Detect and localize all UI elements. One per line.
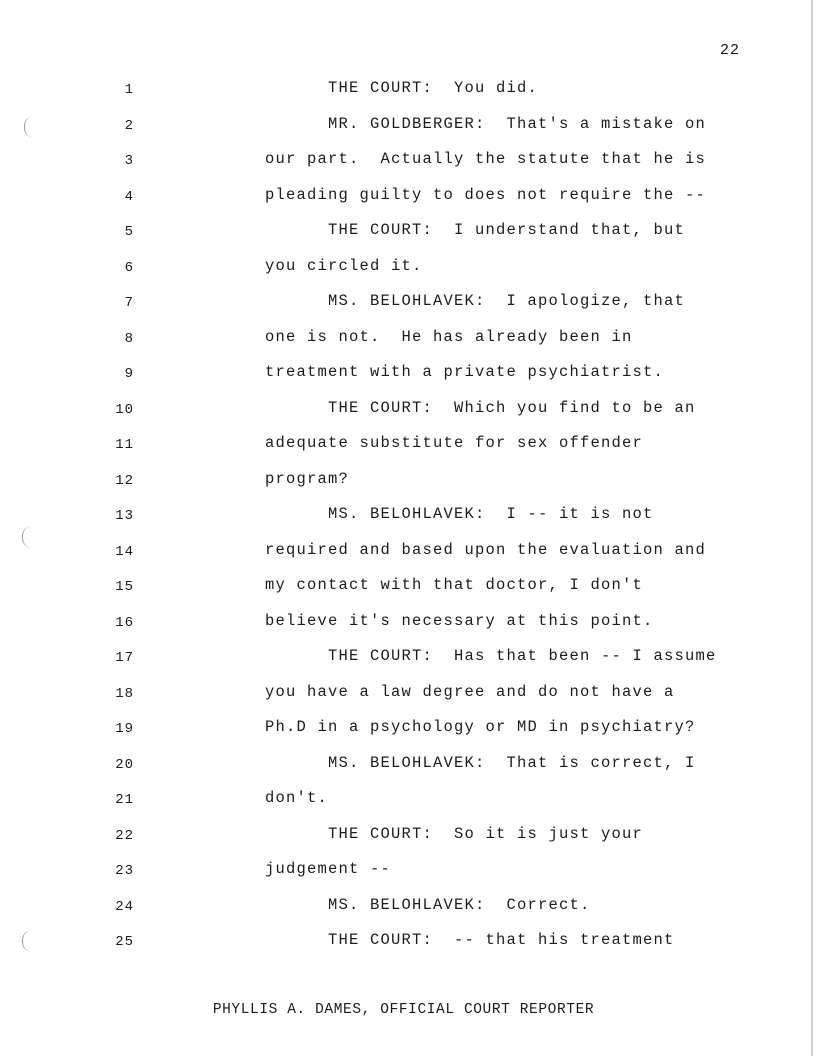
transcript-line (0, 399, 800, 421)
line-text: Ph.D in a psychology or MD in psychiatry? (265, 718, 696, 736)
transcript-line (0, 470, 800, 492)
transcript-line (0, 292, 800, 314)
line-text: MS. BELOHLAVEK: I -- it is not (328, 505, 654, 523)
line-text: THE COURT: Has that been -- I assume (328, 647, 717, 665)
transcript-line (0, 825, 800, 847)
line-number: 18 (115, 685, 134, 702)
line-number: 24 (115, 898, 134, 915)
transcript-line (0, 718, 800, 740)
line-number: 16 (115, 614, 134, 631)
transcript-line (0, 754, 800, 776)
line-text: MS. BELOHLAVEK: I apologize, that (328, 292, 686, 310)
line-text: treatment with a private psychiatrist. (265, 363, 665, 381)
page-edge (811, 0, 813, 1056)
transcript-line (0, 363, 800, 385)
transcript-line (0, 221, 800, 243)
transcript-line (0, 789, 800, 811)
transcript-line (0, 647, 800, 669)
line-number: 14 (115, 543, 134, 560)
line-number: 11 (115, 437, 134, 453)
line-text: you have a law degree and do not have a (265, 682, 675, 701)
line-text: THE COURT: So it is just your (328, 824, 644, 843)
court-reporter-footer: PHYLLIS A. DAMES, OFFICIAL COURT REPORTER (212, 1002, 595, 1018)
line-text: required and based upon the evaluation and (265, 540, 707, 559)
transcript-line (0, 931, 800, 953)
line-text: judgement -- (265, 860, 392, 878)
line-number: 6 (124, 259, 134, 276)
line-number: 8 (124, 330, 134, 347)
line-text: THE COURT: You did. (328, 79, 539, 97)
line-number: 23 (115, 863, 134, 879)
line-text: my contact with that doctor, I don't (265, 576, 644, 594)
page-number: 22 (719, 42, 740, 59)
transcript-line (0, 257, 800, 279)
line-text: THE COURT: Which you find to be an (328, 398, 696, 417)
transcript-line (0, 683, 800, 705)
line-text: pleading guilty to does not require the -- (265, 185, 707, 204)
line-number: 12 (115, 472, 134, 489)
line-text: MS. BELOHLAVEK: Correct. (328, 895, 591, 914)
transcript-line (0, 328, 800, 350)
transcript-line (0, 896, 800, 918)
line-number: 20 (115, 756, 134, 773)
line-number: 13 (115, 508, 134, 524)
line-text: you circled it. (265, 256, 423, 275)
line-text: THE COURT: I understand that, but (328, 221, 686, 239)
line-number: 9 (124, 366, 134, 382)
line-text: one is not. He has already been in (265, 327, 633, 346)
transcript-line (0, 150, 800, 172)
line-number: 17 (115, 650, 134, 666)
line-text: believe it's necessary at this point. (265, 611, 654, 630)
transcript-line (0, 541, 800, 563)
line-number: 25 (115, 934, 134, 950)
line-number: 1 (124, 82, 134, 98)
line-number: 10 (115, 401, 134, 418)
line-number: 3 (124, 153, 134, 169)
line-text: MR. GOLDBERGER: That's a mistake on (328, 114, 707, 133)
line-text: MS. BELOHLAVEK: That is correct, I (328, 753, 696, 772)
line-text: adequate substitute for sex offender (265, 434, 644, 452)
transcript-line (0, 576, 800, 598)
line-text: our part. Actually the statute that he is (265, 150, 707, 168)
transcript-line (0, 860, 800, 882)
line-number: 2 (124, 117, 134, 134)
line-number: 15 (115, 579, 134, 595)
line-text: don't. (265, 789, 329, 807)
line-text: program? (265, 469, 350, 488)
line-number: 19 (115, 721, 134, 737)
line-number: 5 (124, 224, 134, 240)
line-text: THE COURT: -- that his treatment (328, 931, 675, 949)
line-number: 22 (115, 827, 134, 844)
transcript-line (0, 612, 800, 634)
line-number: 4 (124, 188, 134, 205)
transcript-line (0, 434, 800, 456)
transcript-line (0, 79, 800, 101)
line-number: 7 (124, 295, 134, 311)
line-number: 21 (115, 792, 134, 808)
transcript-line (0, 186, 800, 208)
transcript-line (0, 505, 800, 527)
transcript-line (0, 115, 800, 137)
